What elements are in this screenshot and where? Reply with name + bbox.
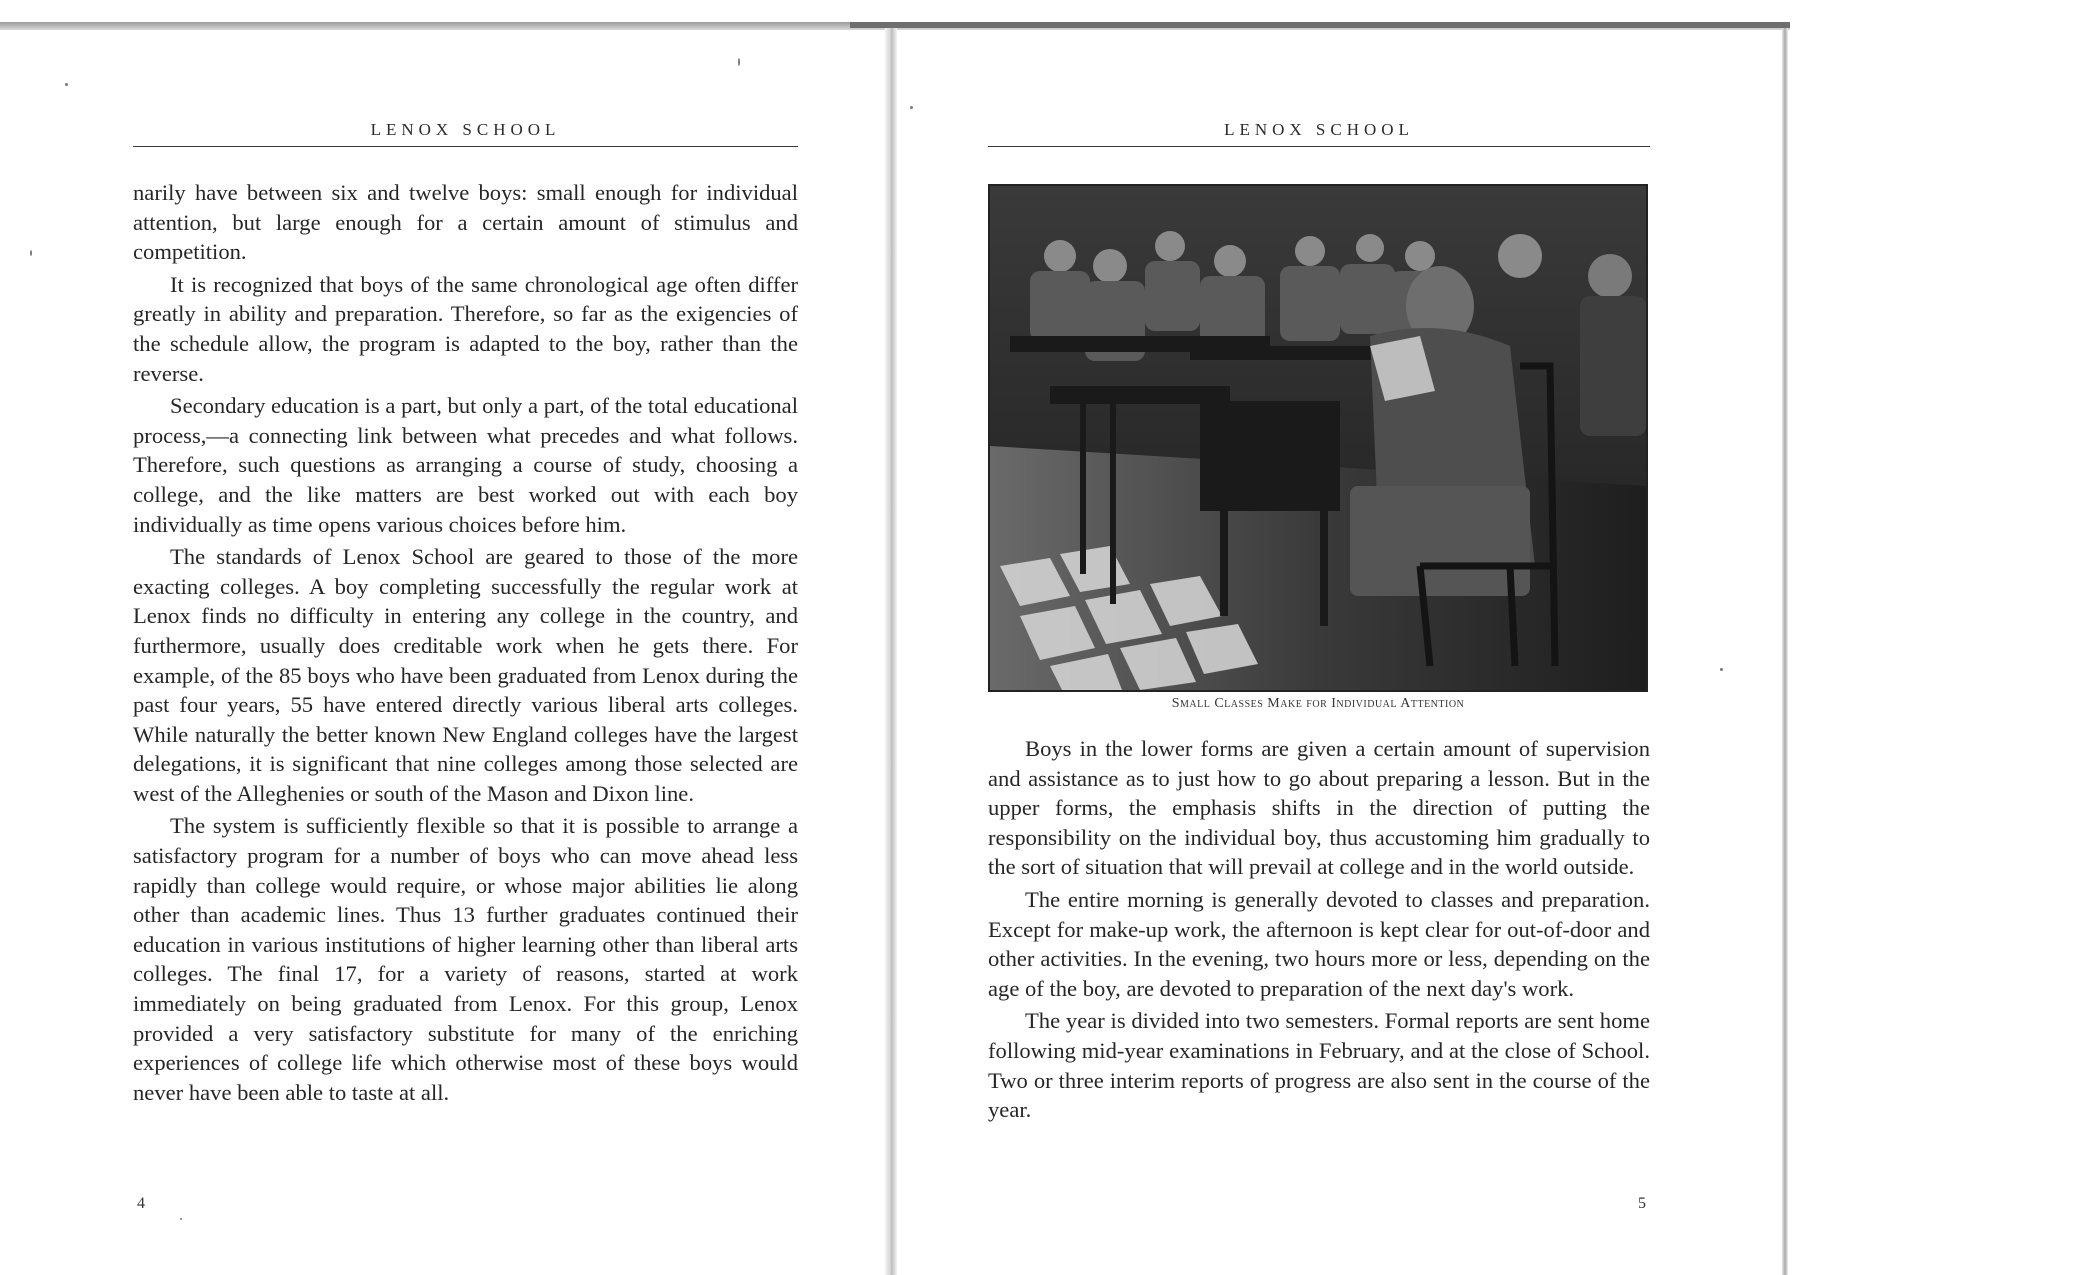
body-text	[988, 734, 1650, 1128]
classroom-photo-image	[990, 186, 1646, 690]
running-head: LENOX SCHOOL	[370, 120, 561, 139]
paragraph: The entire morning is generally devoted to classes and preparation. Except for make-up work, the afternoon is kept clear for out-of-door and other activities. In the evening, two hours more or less, depending on the age of the boy, are devoted to preparation of the next day's work.	[988, 886, 1650, 1001]
paragraph: narily have between six and twelve boys: small enough for individual attention, but large enough for a certain amount of stimulus and competition.	[133, 180, 798, 265]
paragraph: The standards of Lenox School are geared to those of the more exacting colleges. A boy completing successfully the regular work at Lenox finds no difficulty in entering any college in the country, and furthermore, usually does creditable work when he gets there. For example, of the 85 boys who have been graduated from Lenox during the past four years, 55 have entered directly various liberal arts colleges. While naturally the better known New England colleges have the largest delegations, it is significant that nine colleges among those selected are west of the Alleghenies or south of the Mason and Dixon line.	[133, 544, 798, 806]
scan-speck	[1720, 668, 1723, 671]
book-gutter	[885, 28, 897, 1275]
header-rule	[988, 146, 1650, 147]
scan-speck	[180, 1218, 182, 1220]
paragraph: The system is sufficiently flexible so that it is possible to arrange a satisfactory program for a number of boys who can move ahead less rapidly than college would require, or whose major abilities lie along other than academic lines. Thus 13 further graduates continued their education in various institutions of higher learning other than liberal arts colleges. The final 17, for a variety of reasons, started at work immediately on being graduated from Lenox. For this group, Lenox provided a very satisfactory substitute for many of the enriching experiences of college life which otherwise most of these boys would never have been able to taste at all.	[133, 813, 798, 1105]
paragraph: The year is divided into two semesters. Formal reports are sent home following mid-year examinations in February, and at the close of School. Two or three interim reports of progress are also sent in the course of the year.	[988, 1008, 1650, 1123]
paragraph: It is recognized that boys of the same chronological age often differ greatly in ability and preparation. Therefore, so far as the exigencies of the schedule allow, the program is adapted to the boy, rather than the reverse.	[133, 271, 798, 386]
scan-speck	[910, 106, 913, 109]
paragraph: Boys in the lower forms are given a certain amount of supervision and assistance as to just how to go about preparing a lesson. But in the upper forms, the emphasis shifts in the direction of putting the responsibility on the individual boy, thus accustoming him gradually to the sort of situation that will prevail at college and in the world outside.	[988, 736, 1650, 880]
paragraph: Secondary education is a part, but only a part, of the total educational process,—a connecting link between what precedes and what follows. Therefore, such questions as arranging a course of study, choosing a college, and the like matters are best worked out with each boy individually as time opens various choices before him.	[133, 393, 798, 537]
running-head: LENOX SCHOOL	[1224, 120, 1414, 139]
scan-speck	[738, 58, 740, 66]
header-rule	[133, 146, 798, 147]
body-text	[133, 178, 798, 1110]
page-right-edge	[1782, 28, 1788, 1275]
scan-speck	[65, 83, 68, 86]
photo-caption: Small Classes Make for Individual Attention	[1171, 696, 1465, 711]
right-page	[897, 0, 1782, 1275]
left-page	[0, 0, 885, 1275]
scan-speck	[30, 250, 32, 256]
page-number: 5	[1638, 1195, 1646, 1212]
classroom-photo	[988, 184, 1648, 692]
page-number: 4	[137, 1195, 145, 1212]
